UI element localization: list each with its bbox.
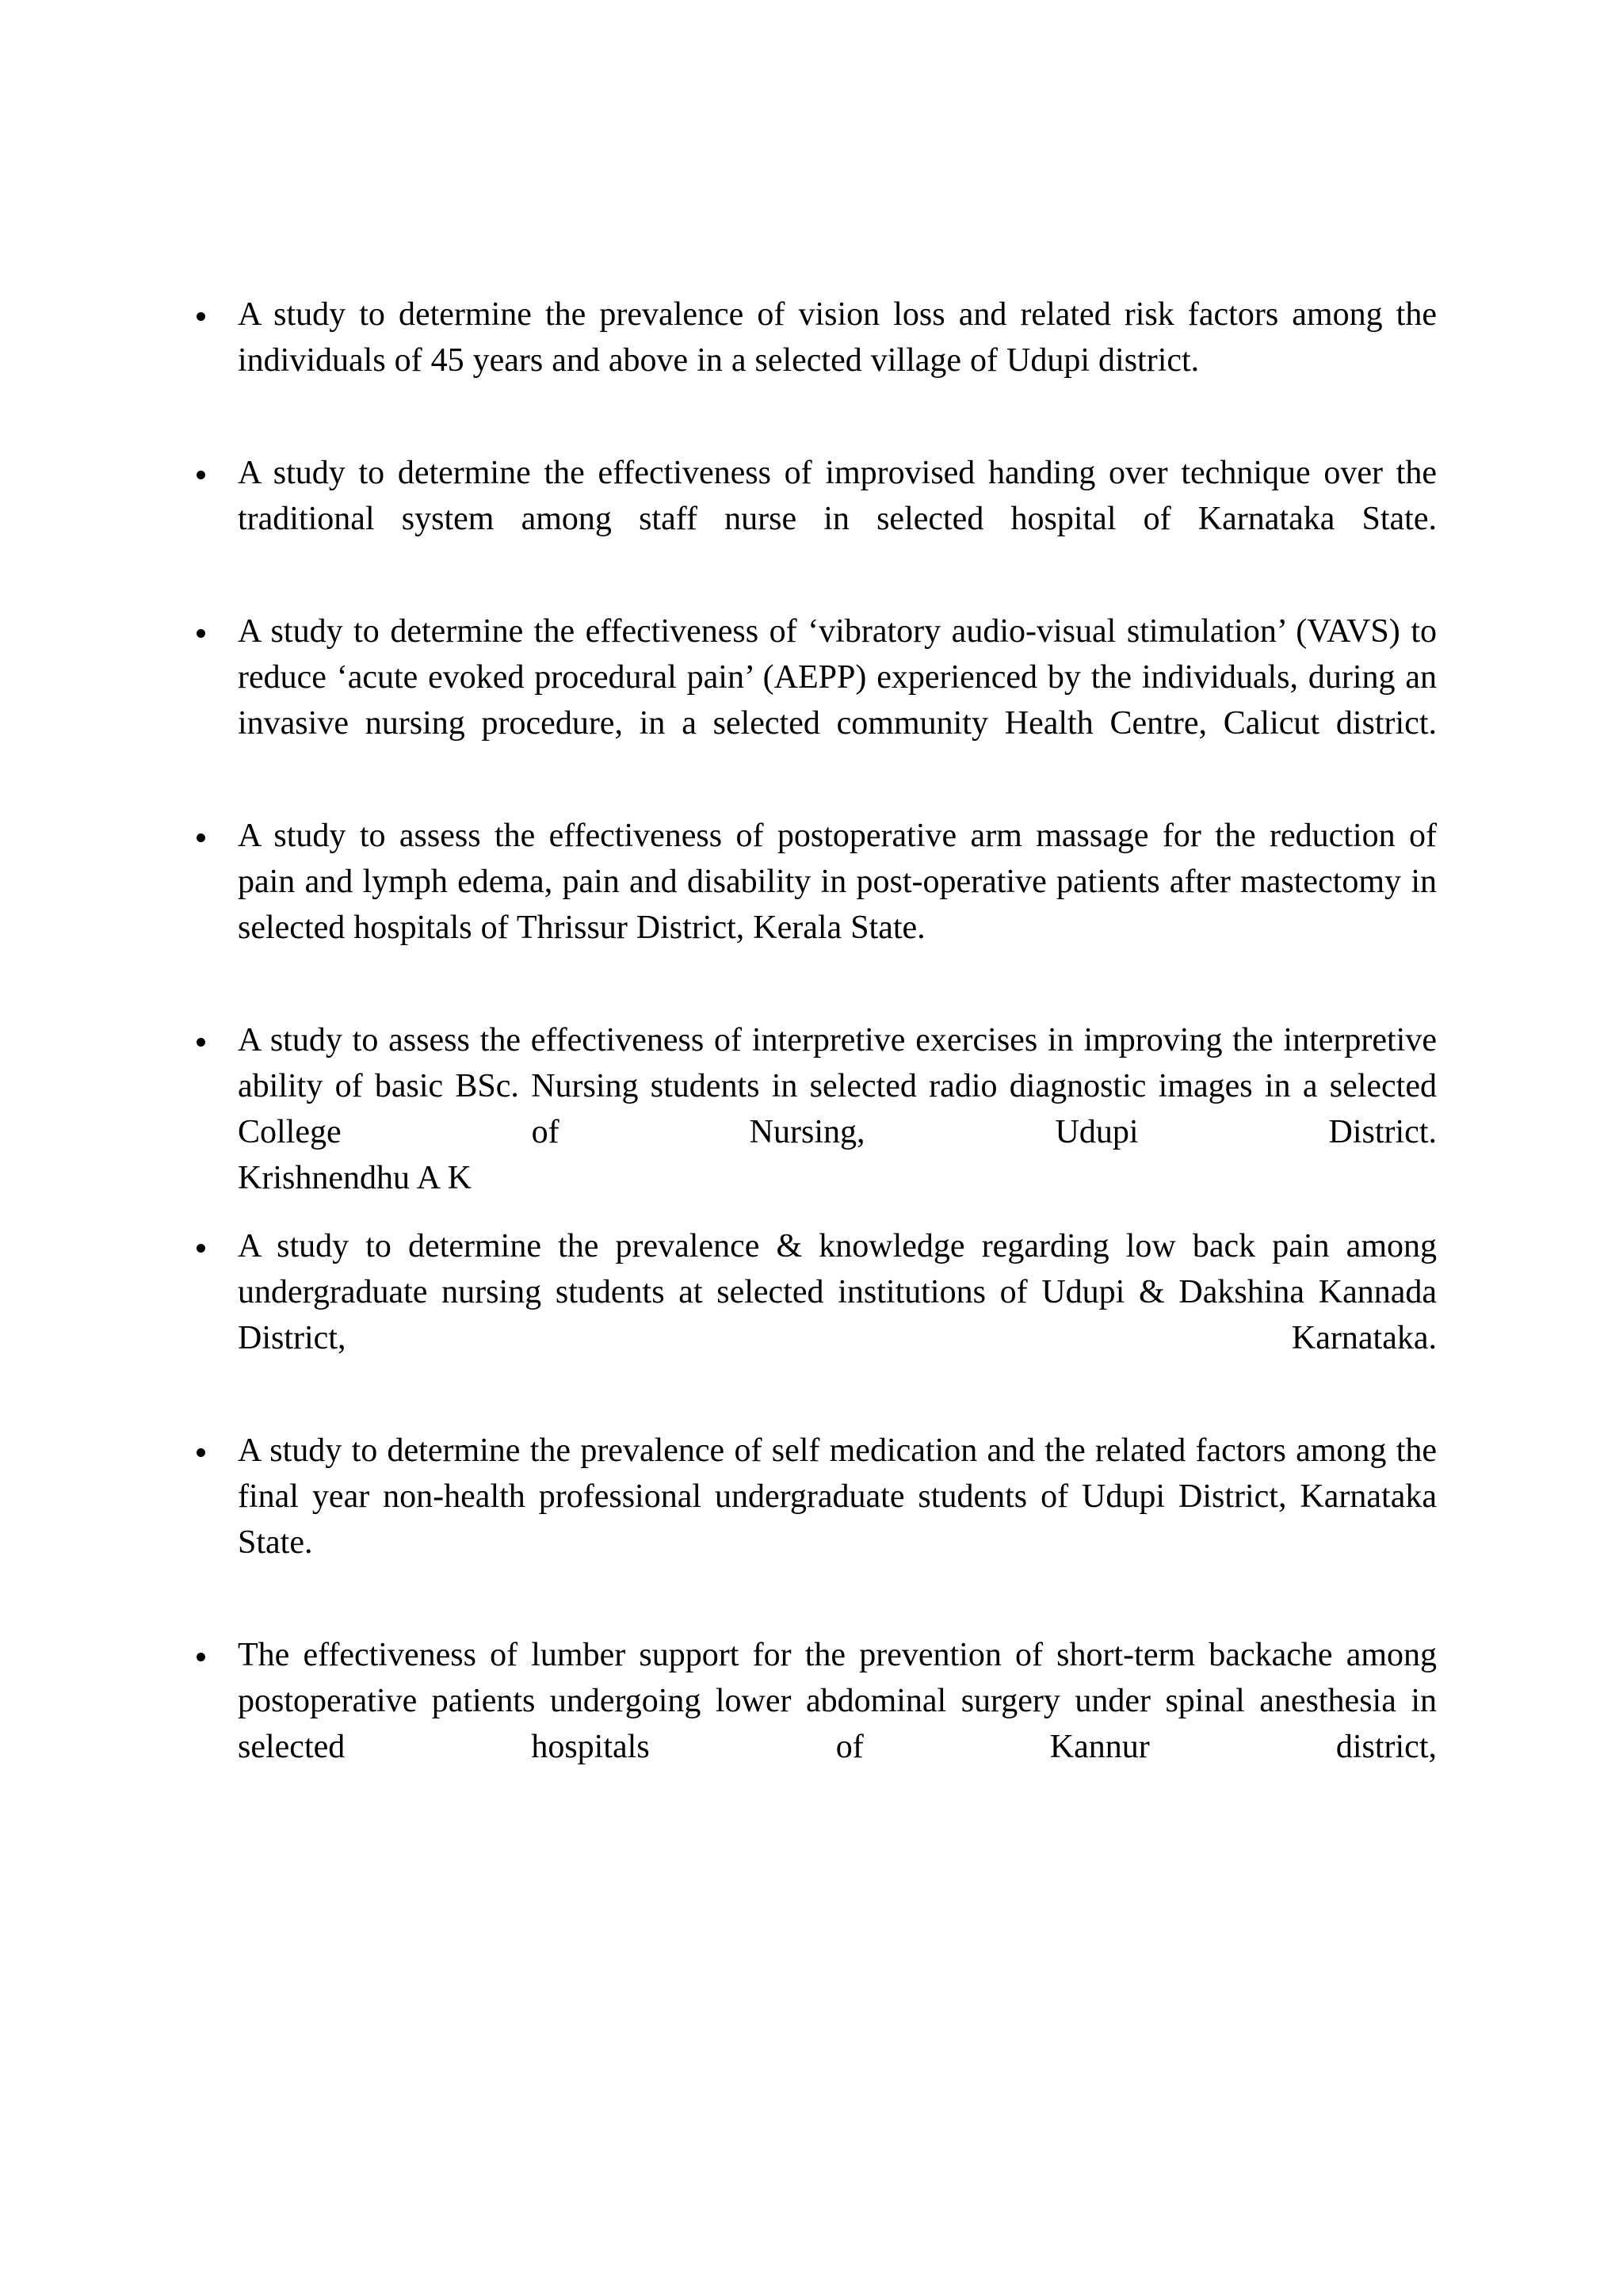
list-item-text: A study to determine the prevalence of vision loss and related risk factors among the individuals of 45 years and above in a selected village of Udupi district. <box>238 296 1437 379</box>
list-item <box>189 608 1437 746</box>
list-item <box>189 813 1437 951</box>
document-body <box>189 292 1437 1770</box>
list-item-text: A study to determine the prevalence of self medication and the related factors among the final year non-health professional undergraduate students of Udupi District, Karnataka State. <box>238 1432 1437 1561</box>
list-item <box>189 1223 1437 1361</box>
bullet-point-icon <box>197 629 205 638</box>
bullet-point-icon <box>197 1448 205 1457</box>
list-item <box>189 1428 1437 1566</box>
list-item <box>189 1632 1437 1770</box>
research-topics-list <box>189 292 1437 1770</box>
list-item-text: A study to determine the prevalence & knowledge regarding low back pain among undergraduate nursing students at selected institutions of Udupi & Dakshina Kannada District, Karnataka. <box>238 1228 1437 1356</box>
list-item-text: The effectiveness of lumber support for the prevention of short-term backache among postoperative patients undergoing lower abdominal surgery under spinal anesthesia in selected hospitals of Kannur district, <box>238 1637 1437 1765</box>
list-item <box>189 1017 1437 1201</box>
list-item-author: Krishnendhu A K <box>238 1160 472 1196</box>
list-item-text: A study to assess the effectiveness of interpretive exercises in improving the interpretive ability of basic BSc. Nursing students in selected radio diagnostic images in a selected College of Nursing, Udupi District. <box>238 1022 1437 1150</box>
bullet-point-icon <box>197 312 205 321</box>
list-item <box>189 450 1437 542</box>
bullet-point-icon <box>197 1653 205 1661</box>
bullet-point-icon <box>197 471 205 479</box>
list-item-text: A study to determine the effectiveness of ‘vibratory audio-visual stimulation’ (VAVS) to reduce ‘acute evoked procedural pain’ (AEPP) experienced by the individuals, during an invasive nursing procedure, in a selected community Health Centre, Calicut district. <box>238 613 1437 742</box>
list-item-text: A study to determine the effectiveness of improvised handing over technique over the traditional system among staff nurse in selected hospital of Karnataka State. <box>238 455 1437 537</box>
list-item <box>189 292 1437 383</box>
bullet-point-icon <box>197 833 205 842</box>
bullet-point-icon <box>197 1038 205 1047</box>
list-item-text: A study to assess the effectiveness of postoperative arm massage for the reduction of pain and lymph edema, pain and disability in post-operative patients after mastectomy in selected hospitals of Thrissur District, Kerala State. <box>238 818 1437 946</box>
bullet-point-icon <box>197 1244 205 1253</box>
